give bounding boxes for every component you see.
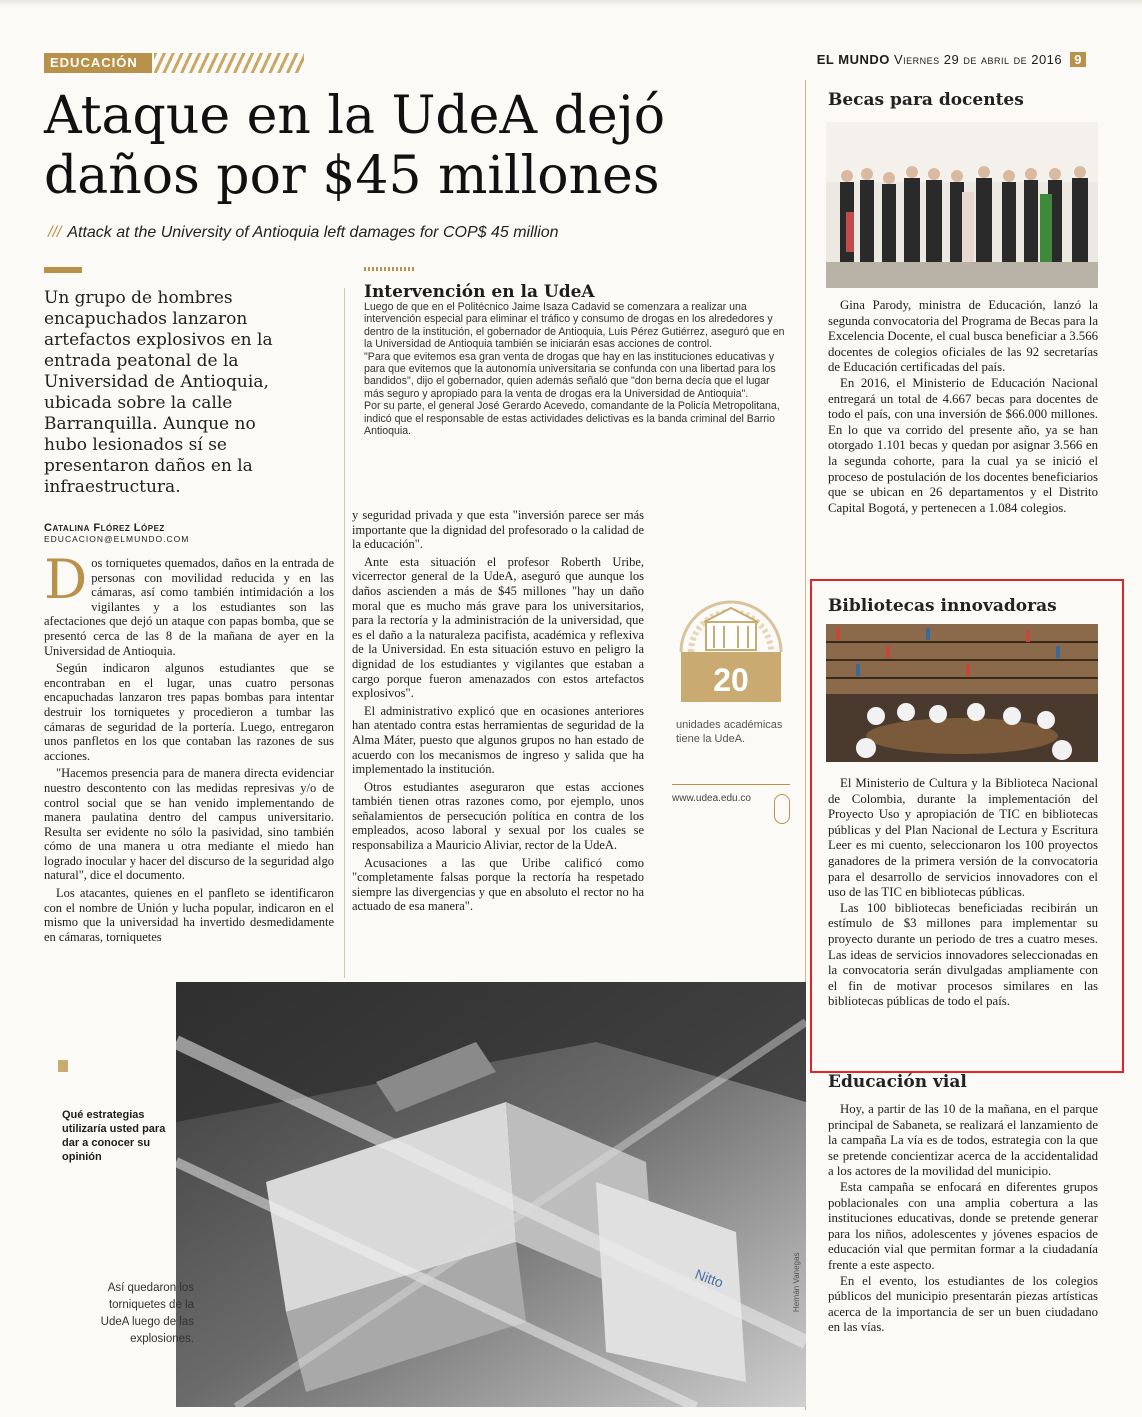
article-paragraph	[44, 548, 334, 658]
section-tag-stripes	[154, 53, 304, 73]
article-paragraph: El administrativo explicó que en ocasiones anteriores han atentado contra estas herramientas de seguridad de la Alma Máter, puesto que algunos grupos no han estado de acuerdo con los mecanismos de ingreso y salida que ha implementado la institución.	[352, 703, 644, 777]
subheadline-slashes: ///	[48, 224, 62, 241]
lead-accent-bar	[44, 267, 82, 273]
vial-title: Educación vial	[828, 1072, 967, 1092]
vial-paragraph: En el evento, los estudiantes de los colegios públicos del municipio presentarán piezas artísticas acerca de la importancia de ser un buen ciudadano en las vías.	[828, 1273, 1098, 1335]
becas-paragraph: Gina Parody, ministra de Educación, lanzó la segunda convocatoria del Programa de Becas para la Excelencia Docente, el cual busca beneficiar a 3.566 docentes de colegios oficiales de las 92 secretarías de Educación certificadas del país.	[828, 298, 1098, 375]
bibliotecas-paragraph: Las 100 bibliotecas beneficiadas recibirán un estímulo de $3 millones para implementar su proyecto durante un periodo de tres a cuatro meses. Las ideas de servicios innovadores seleccionadas en la convocatoria serán divulgadas ampliamente con el fin de motivar procesos similares en las bibliotecas públicas de todo el país.	[828, 900, 1098, 1009]
article-paragraph: Otros estudiantes aseguraron que estas acciones también tienen otras razones como, por ejemplo, unos señalamientos de persecución política en contra de los empleados, acoso laboral y sexual por los cuales se responsabiliza a Mauricio Aliviar, rector de la UdeA.	[352, 779, 644, 853]
article-paragraph-text: os torniquetes quemados, daños en la entrada de personas con movilidad reducida y en las cámaras, así como también intimidación a los vigilantes y a los estudiantes son las afectaciones que dejó un ataque con papas bomba, que se presentó cerca de las 8 de la mañana de ayer en la Universidad de Antioquia.	[44, 556, 334, 658]
photo-caption: Así quedaron los torniquetes de la UdeA luego de las explosiones.	[100, 1282, 194, 1345]
bibliotecas-photo	[826, 624, 1098, 762]
bibliotecas-title: Bibliotecas innovadoras	[828, 596, 1057, 616]
vial-paragraph: Hoy, a partir de las 10 de la mañana, en el parque principal de Sabaneta, se realizará el lanzamiento de la campaña La vía es de todos, estrategia con la que se pretende concientizar acerca de la accidentalidad a los actores de la movilidad del municipio.	[828, 1102, 1098, 1179]
group-photo-image	[826, 122, 1098, 288]
turnstile-photo	[176, 982, 806, 1407]
intervention-paragraph: "Para que evitemos esa gran venta de drogas que hay en las instituciones educativas y para que evitemos que la autonomía universitaria se confunda con una libertad para los bandidos", dijo el gobernador, quien además señaló que "don berna decía que el lugar más seguro y apropiado para la venta de drogas era la Universidad de Antioquia".	[364, 350, 776, 400]
stat-graphic	[676, 592, 786, 704]
intervention-paragraph: Por su parte, el general José Gerardo Acevedo, comandante de la Policía Metropolitana, indicó que el responsable de estas actividades delictivas es la banda criminal del Barrio Antioquia.	[364, 400, 780, 438]
becas-text	[828, 298, 1098, 516]
subheadline-text: Attack at the University of Antioquia left damages for COP$ 45 million	[67, 224, 559, 241]
byline-email: EDUCACION@ELMUNDO.COM	[44, 534, 190, 544]
paper-name: EL MUNDO	[816, 52, 890, 67]
article-paragraph: Acusaciones a las que Uribe calificó como "completamente falsas porque la rectoría ha respetado siempre las divergencias y que en absoluto el rector no ha actuado de esa manera".	[352, 855, 644, 914]
page-number: 9	[1070, 52, 1086, 67]
bibliotecas-paragraph: El Ministerio de Cultura y la Biblioteca Nacional de Colombia, durante la implementación del Proyecto Uso y apropiación de TIC en bibliotecas públicas y del Plan Nacional de Lectura y Escritura Leer es mi cuento, seleccionaron los 100 proyectos ganadores de la primera versión de la convocatoria para el desarrollo de servicios innovadores con el uso de las TIC en bibliotecas públicas.	[828, 776, 1098, 900]
article-paragraph: Los atacantes, quienes en el panfleto se identificaron con el nombre de Unión y lucha popular, indicaron en el mismo que la universidad ha invertido desmedidamente en cámaras, torniquetes	[44, 886, 334, 944]
article-column-1	[44, 548, 334, 947]
masthead	[817, 52, 1086, 67]
box-accent-bar	[364, 267, 416, 271]
section-tag	[44, 53, 244, 73]
article-paragraph: "Hacemos presencia para de manera directa evidenciar nuestro descontento con las medidas represivas y/o de control social que se han venido implementando de manera paulatina dentro del campus universitario. Resulta ser evidente no sólo la pasividad, sino también cómo de una manera u otra mediante el miedo han logrado inocular y hacer del discurso de la seguridad algo natural", dice el documento.	[44, 766, 334, 883]
becas-photo	[826, 122, 1098, 288]
dropcap: D	[44, 548, 88, 611]
intervention-box-title: Intervención en la UdeA	[364, 282, 595, 302]
intervention-paragraph: Luego de que en el Politécnico Jaime Isaza Cadavid se comenzara a realizar una intervención especial para eliminar el tráfico y consumo de drogas en los alrededores y dentro de la institución, el gobernador de Antioquia, Luis Pérez Gutiérrez, aseguró que en la Universidad de Antioquia también se iniciarán esas acciones de control.	[364, 301, 785, 351]
section-tag-label: EDUCACIÓN	[44, 53, 152, 73]
stat-number: 20	[713, 662, 749, 698]
mouse-icon	[774, 794, 790, 824]
library-children-image	[826, 624, 1098, 762]
headline: Ataque en la UdeA dejó daños por $45 millones	[44, 86, 666, 206]
becas-paragraph: En 2016, el Ministerio de Educación Nacional entregará un total de 4.667 becas para docentes de todo el país, con una inversión de $66.000 millones. En lo que va corrido del presente año, ya se han otorgado 1.101 becas y quedan por asignar 3.566 en la segunda cohorte, para la cual ya se inició el proceso de postulación de los docentes beneficiarios que se ubican en 26 departamentos y el Distrito Capital Bogotá, y pertenecen a 1.084 colegios.	[828, 375, 1098, 515]
column-divider	[344, 288, 345, 978]
photo-credit: Hernán Vanegas	[792, 1252, 801, 1312]
article-paragraph: y seguridad privada y que esta "inversión parece ser más importante que la dignidad del profesorado o la calidad de la educación".	[352, 508, 644, 552]
website-link[interactable]: www.udea.edu.co	[672, 793, 751, 804]
question-marker	[58, 1060, 68, 1072]
article-paragraph: Según indicaron algunos estudiantes que se encontraban en el lugar, unas cuatro personas encapuchadas lanzaron tres papas bombas para intentar destruir los torniquetes y procedieron a tumbar las cámaras de seguridad de la portería. Luego, entregaron unos panfletos en los que contaban las razones de sus acciones.	[44, 661, 334, 763]
stat-rule	[672, 784, 790, 785]
stat-caption: unidades académicas tiene la UdeA.	[676, 719, 783, 745]
bibliotecas-text	[828, 776, 1098, 1010]
becas-title: Becas para docentes	[828, 90, 1024, 110]
lead-paragraph: Un grupo de hombres encapuchados lanzaron artefactos explosivos en la entrada peatonal de la Universidad de Antioquia, ubicada sobre la calle Barranquilla. Aunque no hubo lesionados sí se presentaron daños en la infraestructura.	[44, 288, 273, 497]
damaged-turnstile-image	[176, 982, 806, 1407]
byline	[44, 522, 304, 544]
intervention-box-text	[364, 301, 788, 437]
byline-author: Catalina Flórez López	[44, 522, 165, 534]
photo-box-label: Nitto	[692, 1265, 726, 1291]
article-column-2	[352, 508, 644, 917]
issue-date: Viernes 29 de abril de 2016	[894, 52, 1063, 67]
article-paragraph: Ante esta situación el profesor Roberth Uribe, vicerrector general de la UdeA, aseguró que aunque los daños ascienden a más de $45 millones "hay un daño moral que es mucho más grave para los universitarios, para la rectoría y la administración de la universidad, que es el daño a la naturaleza pacifista, académica y reflexiva de la Universidad. En esta situación estuvo en peligro la dignidad de los estudiantes y vigilantes que estaban a cargo porque fueron amenazados con estos artefactos explosivos".	[352, 554, 644, 701]
scan-edge	[0, 0, 1142, 6]
reader-question: Qué estrategias utilizaría usted para dar a conocer su opinión	[62, 1109, 166, 1163]
vial-text	[828, 1102, 1098, 1336]
subheadline	[48, 224, 688, 242]
vial-paragraph: Esta campaña se enfocará en diferentes grupos poblacionales con una amplia cobertura a las instituciones educativas, donde se pretende generar para los niños, adolescentes y jóvenes espacios de educación vial que permitan formar a la ciudadanía frente a este aspecto.	[828, 1179, 1098, 1272]
